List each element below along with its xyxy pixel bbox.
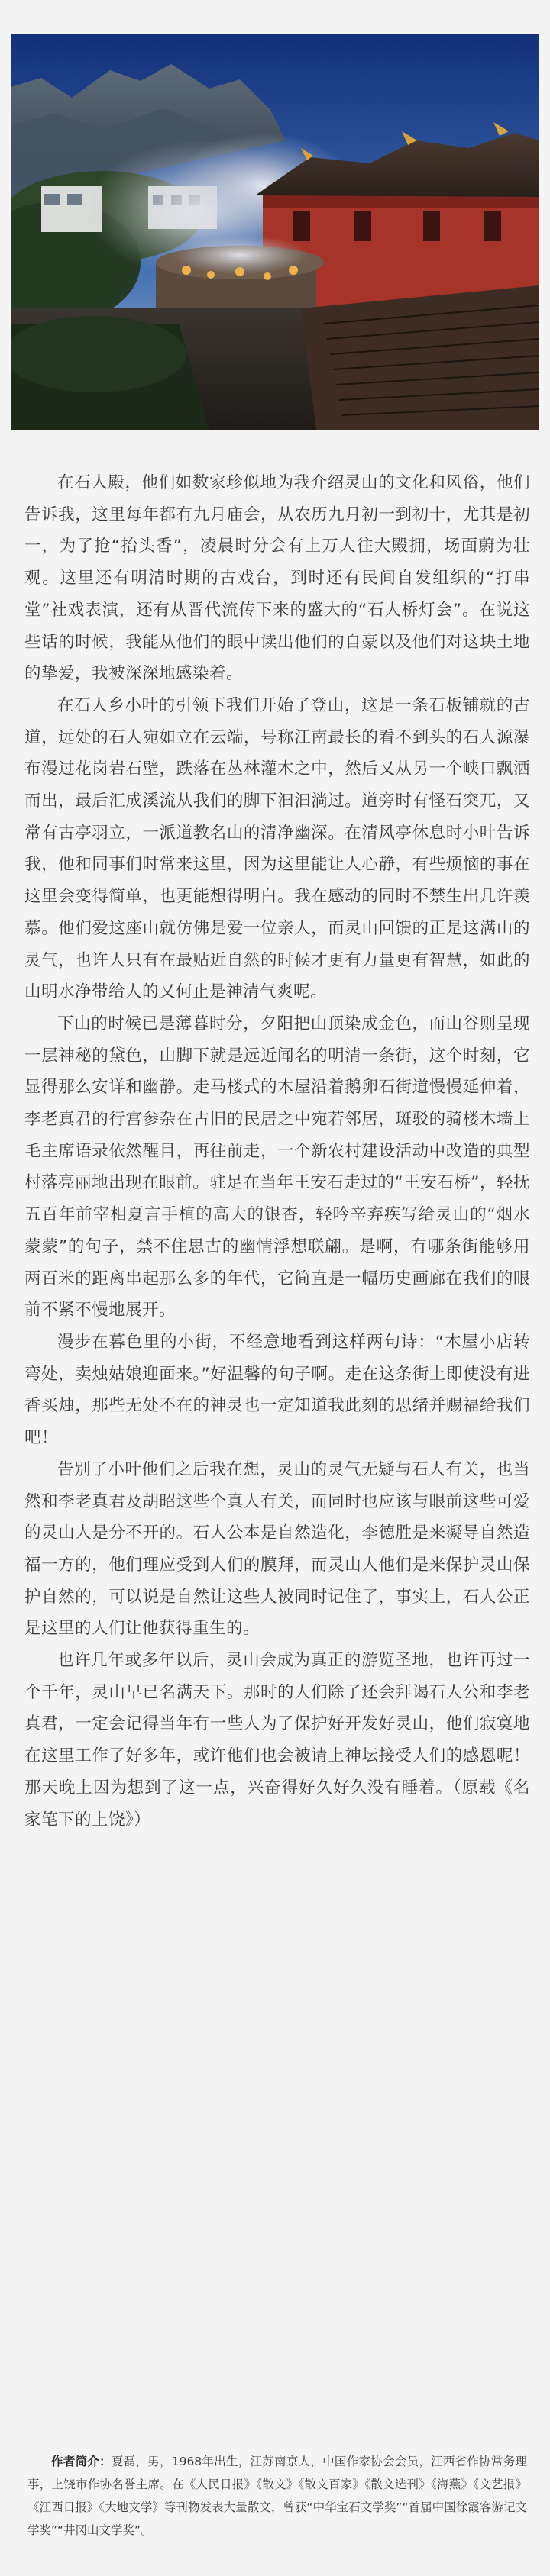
temple-photo-illustration [11,34,539,430]
article-paragraph: 漫步在暮色里的小街，不经意地看到这样两句诗：“木屋小店转弯处，卖烛姑娘迎面来。”好温馨的句子啊。走在这条街上即使没有进香买烛，那些无处不在的神灵也一定知道我此刻的思绪并赐福给我们吧！ [24,1332,530,1448]
author-bio-text: 夏磊，男，1968年出生，江苏南京人，中国作家协会会员，江西省作协常务理事，上饶市作协名誉主席。在《人民日报》《散文》《散文百家》《散文选刊》《海燕》《文艺报》《江西日报》《大地文学》等刊物发表大量散文，曾获“中华宝石文学奖”“首届中国徐霞客游记文学奖”“井冈山文学奖”。 [28,2455,527,2537]
article-body [24,467,530,1836]
temple-photo [11,34,539,430]
article-paragraph: 也许几年或多年以后，灵山会成为真正的游览圣地，也许再过一个千年，灵山早已名满天下。那时的人们除了还会拜谒石人公和李老真君，一定会记得当年有一些人为了保护好开发好灵山，他们寂寞地在这里工作了好多年，或许他们也会被请上神坛接受人们的感恩呢！那天晚上因为想到了这一点，兴奋得好久好久没有睡着。（原载《名家笔下的上饶》） [24,1651,530,1830]
author-bio-label: 作者简介： [51,2455,112,2468]
article-paragraph: 在石人殿，他们如数家珍似地为我介绍灵山的文化和风俗，他们告诉我，这里每年都有九月庙会，从农历九月初一到初十，尤其是初一，为了抢“抬头香”，凌晨时分会有上万人往大殿拥，场面蔚为壮观。这里还有明清时期的古戏台，到时还有民间自发组织的“打串堂”社戏表演，还有从晋代流传下来的盛大的“石人桥灯会”。在说这些话的时候，我能从他们的眼中读出他们的自豪以及他们对这块土地的挚爱，我被深深地感染着。 [24,473,530,684]
article-paragraph: 在石人乡小叶的引领下我们开始了登山，这是一条石板铺就的古道，远处的石人宛如立在云端，号称江南最长的看不到头的石人源瀑布漫过花岗岩石壁，跌落在丛林灌木之中，然后又从另一个峡口飘洒而出，最后汇成溪流从我们的脚下汩汩淌过。道旁时有怪石突兀，又常有古亭羽立，一派道教名山的清净幽深。在清风亭休息时小叶告诉我，他和同事们时常来这里，因为这里能让人心静，有些烦恼的事在这里会变得简单，也更能想得明白。我在感动的同时不禁生出几许羡慕。他们爱这座山就仿佛是爱一位亲人，而灵山回馈的正是这满山的灵气，也许人只有在最贴近自然的时候才更有力量更有智慧，如此的山明水净带给人的又何止是神清气爽呢。 [24,695,530,1002]
article-paragraph: 下山的时候已是薄暮时分，夕阳把山顶染成金色，而山谷则呈现一层神秘的黛色，山脚下就是远近闻名的明清一条街，这个时刻，它显得那么安详和幽静。走马楼式的木屋沿着鹅卵石街道慢慢延伸着，李老真君的行宫参杂在古旧的民居之中宛若邻居，斑驳的骑楼木墙上毛主席语录依然醒目，再往前走，一个新农村建设活动中改造的典型村落亮丽地出现在眼前。驻足在当年王安石走过的“王安石桥”，轻抚五百年前宰相夏言手植的高大的银杏，轻吟辛弃疾写给灵山的“烟水蒙蒙”的句子，禁不住思古的幽情浮想联翩。是啊，有哪条街能够用两百米的距离串起那么多的年代，它简直是一幅历史画廊在我们的眼前不紧不慢地展开。 [24,1014,530,1320]
article-paragraph: 告别了小叶他们之后我在想，灵山的灵气无疑与石人有关，也当然和李老真君及胡昭这些个真人有关，而同时也应该与眼前这些可爱的灵山人是分不开的。石人公本是自然造化，李德胜是来凝导自然造福一方的，他们理应受到人们的膜拜，而灵山人他们是来保护灵山保护自然的，可以说是自然让这些人被同时记住了，事实上，石人公正是这里的人们让他获得重生的。 [24,1459,530,1639]
author-bio-paragraph [28,2450,527,2542]
author-bio [28,2450,527,2542]
